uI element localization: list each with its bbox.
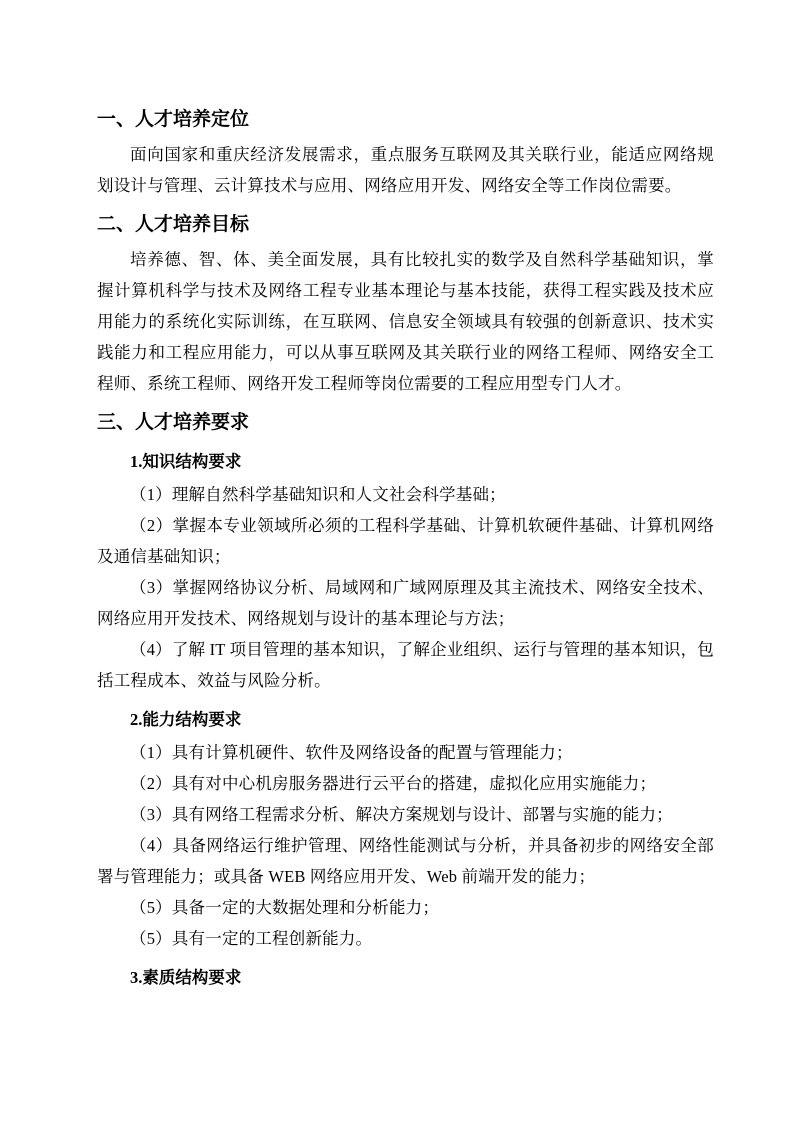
subsection-ability-heading: 2.能力结构要求 (130, 710, 242, 729)
section-1-heading: 一、人才培养定位 (97, 109, 250, 130)
subsection-knowledge-heading: 1.知识结构要求 (130, 452, 242, 471)
ability-item-6: （5）具有一定的工程创新能力。 (130, 929, 373, 948)
knowledge-item-4: （4）了解 IT 项目管理的基本知识，了解企业组织、运行与管理的基本知识，包括工程成本、效益与风险分析。 (97, 640, 714, 690)
knowledge-item-2: （2）掌握本专业领域所必须的工程科学基础、计算机软硬件基础、计算机网络及通信基础知识； (97, 516, 714, 566)
ability-item-4: （4）具备网络运行维护管理、网络性能测试与分析，并具备初步的网络安全部署与管理能力；或具备 WEB 网络应用开发、Web 前端开发的能力； (97, 836, 714, 886)
section-2-heading: 二、人才培养目标 (97, 214, 250, 235)
subsection-quality-heading: 3.素质结构要求 (130, 968, 242, 987)
ability-item-1: （1）具有计算机硬件、软件及网络设备的配置与管理能力； (130, 743, 573, 762)
knowledge-item-3: （3）掌握网络协议分析、局域网和广域网原理及其主流技术、网络安全技术、网络应用开发技术、网络规划与设计的基本理论与方法； (97, 578, 714, 628)
ability-item-5: （5）具备一定的大数据处理和分析能力； (130, 898, 440, 917)
knowledge-item-1: （1）理解自然科学基础知识和人文社会科学基础； (130, 485, 506, 504)
ability-item-3: （3）具有网络工程需求分析、解决方案规划与设计、部署与实施的能力； (130, 805, 673, 824)
section-1-paragraph: 面向国家和重庆经济发展需求，重点服务互联网及其关联行业，能适应网络规划设计与管理、云计算技术与应用、网络应用开发、网络安全等工作岗位需要。 (97, 145, 714, 195)
ability-item-2: （2）具有对中心机房服务器进行云平台的搭建，虚拟化应用实施能力； (130, 774, 657, 793)
section-2-paragraph: 培养德、智、体、美全面发展，具有比较扎实的数学及自然科学基础知识，掌握计算机科学与技术及网络工程专业基本理论与基本技能，获得工程实践及技术应用能力的系统化实际训练，在互联网、信息安全领域具有较强的创新意识、技术实践能力和工程应用能力，可以从事互联网及其关联行业的网络工程师、网络安全工程师、系统工程师、网络开发工程师等岗位需要的工程应用型专门人才。 (97, 250, 714, 393)
section-3-heading: 三、人才培养要求 (97, 412, 250, 433)
